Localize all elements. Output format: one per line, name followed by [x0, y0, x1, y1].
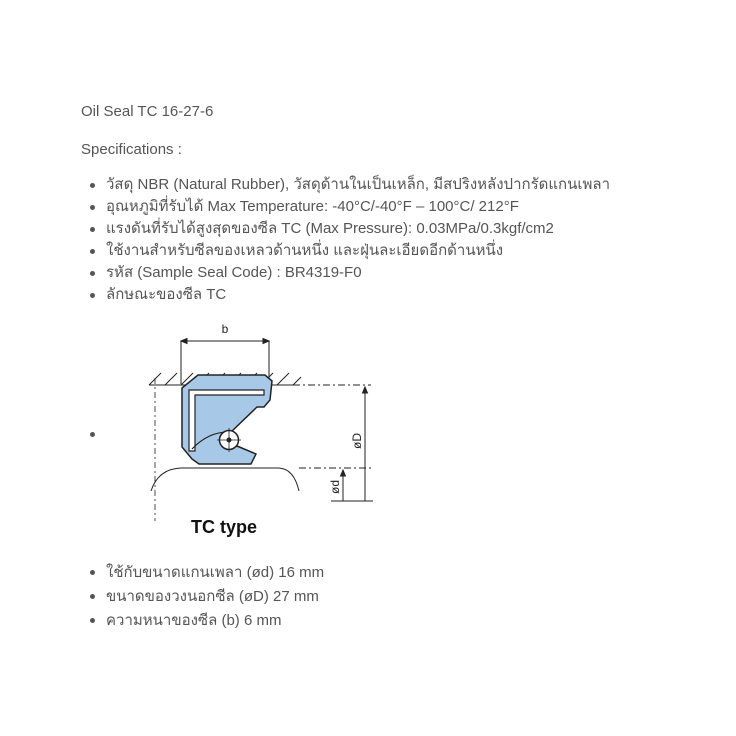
tc-seal-diagram [81, 321, 401, 547]
spec-item-material: วัสดุ NBR (Natural Rubber), วัสดุด้านในเป็นเหล็ก, มีสปริงหลังปากรัดแกนเพลา [81, 174, 610, 196]
size-item-outer: ขนาดของวงนอกซีล (øD) 27 mm [81, 585, 324, 609]
label-phi-D: øD [350, 433, 364, 449]
spec-item-pressure: แรงดันที่รับได้สูงสุดของซีล TC (Max Pressure): 0.03MPa/0.3kgf/cm2 [81, 218, 610, 240]
label-b: b [221, 322, 229, 336]
size-item-thickness: ความหนาของซีล (b) 6 mm [81, 609, 324, 633]
specifications-heading: Specifications : [81, 141, 182, 158]
label-phi-d: ød [328, 479, 342, 495]
size-item-shaft: ใช้กับขนาดแกนเพลา (ød) 16 mm [81, 561, 324, 585]
spec-item-seal-code: รหัส (Sample Seal Code) : BR4319-F0 [81, 262, 610, 284]
diagram-caption: TC type [190, 517, 258, 537]
size-list [81, 561, 324, 633]
product-title: Oil Seal TC 16-27-6 [81, 103, 214, 120]
spec-item-temperature: อุณหภูมิที่รับได้ Max Temperature: -40°C/-40°F – 100°C/ 212°F [81, 196, 610, 218]
spec-item-usage: ใช้งานสำหรับซีลของเหลวด้านหนึ่ง และฝุ่นละเอียดอีกด้านหนึ่ง [81, 240, 610, 262]
spec-item-seal-type: ลักษณะของซีล TC [81, 284, 610, 306]
spec-list [81, 174, 610, 306]
diagram-list-item [81, 321, 426, 547]
